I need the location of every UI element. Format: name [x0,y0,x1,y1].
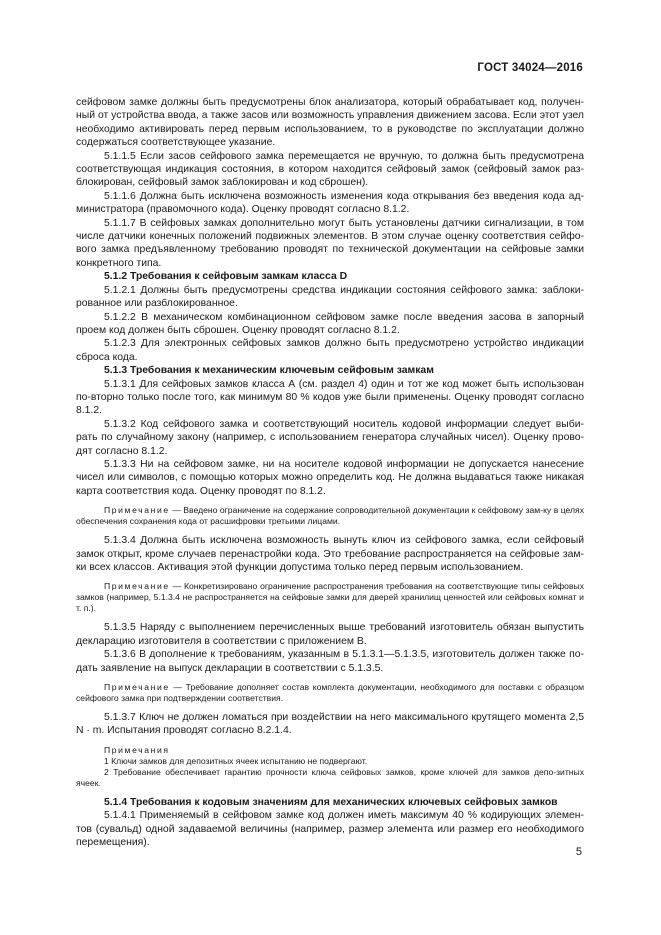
paragraph-5-1-3-1: 5.1.3.1 Для сейфовых замков класса А (см. раздел 4) один и тот же код может быть использован по-вторно только после того, как минимум 80 % кодов уже были применены. Оценку проводят согласно 8.1.2. [76,378,584,417]
paragraph-5-1-3-4: 5.1.3.4 Должна быть исключена возможность вынуть ключ из сейфового замка, если сейфовый замок открыт, кроме случаев перенастройки кода. Это требование распространяется на сейфовые зам-ки всех классов. Активация этой функции допустима только перед первым использованием. [76,535,584,573]
paragraph-5-1-3-7: 5.1.3.7 Ключ не должен ломаться при воздействии на него максимального крутящего момента 2,5 N · m. Испытания проводят согласно 8.2.1.4. [76,712,584,737]
notes-block [76,745,584,789]
section-heading-5-1-2: 5.1.2 Требования к сейфовым замкам класса D [104,271,348,283]
paragraph-5-1-1-7: 5.1.1.7 В сейфовых замках дополнительно могут быть установлены датчики сигнализации, в том числе датчики конечных положений подвижных элементов. В этом случае оценку соответствия сейфо-вого замка предъявленному требованию проводят по технической документации на сейфовые замки конкретного типа. [76,217,584,269]
paragraph-5-1-3-2: 5.1.3.2 Код сейфового замка и соответствующий носитель кодовой информации следует выби-рать по случайному закону (например, с использованием генератора случайных чисел). Оценку прово-дят согласно 8.1.2. [76,418,584,457]
paragraph-5-1-3-5: 5.1.3.5 Наряду с выполнением перечисленных выше требований изготовитель обязан выпустить декларацию изготовителя в соответствии с приложением В. [76,622,584,647]
note-1 [76,505,584,527]
notes-heading [76,745,584,756]
paragraph-5-1-1-6: 5.1.1.6 Должна быть исключена возможность изменения кода открывания без введения кода ад-министратора (правомочного кода). Оценку проводят согласно 8.1.2. [76,190,584,216]
note-label: Примечание [104,682,170,693]
section-heading-5-1-4: 5.1.4 Требования к кодовым значениям для механических ключевых сейфовых замков [104,796,558,808]
paragraph-5-1-2-1: 5.1.2.1 Должны быть предусмотрены средства индикации состояния сейфового замка: заблоки-рованное или разблокированное. [76,284,584,310]
note-label: Примечание [104,581,170,592]
note-3 [76,682,584,704]
paragraph-5-1-1-5: 5.1.1.5 Если засов сейфового замка перемещается не вручную, то должна быть предусмотрена соответствующая индикация состояния, в котором находится сейфовый замок (сейфовый замок раз-блокирован, сейфовый замок заблокирован и код сброшен). [76,150,584,189]
paragraph-5-1-4-1: 5.1.4.1 Применяемый в сейфовом замке код должен иметь максимум 40 % кодирующих элемен-тов (сувальд) одной задаваемой величины (например, размер элемента или размер его необходимого перемещения). [76,810,584,849]
note-label: Примечание [104,505,170,516]
section-heading-5-1-3: 5.1.3 Требования к механическим ключевым сейфовым замкам [104,365,434,377]
notes-plural-label: Примечания [104,744,170,755]
paragraph: сейфовом замке должны быть предусмотрены блок анализатора, который обрабатывает код, получен-ный от устройства ввода, а также засов или возможность управления движением засова. Если этот узел необходимо активировать перед первым использованием, то в руководстве по эксплуатации должно содержаться соответствующее указание. [76,97,584,149]
paragraph-5-1-2-2: 5.1.2.2 В механическом комбинационном сейфовом замке после введения засова в запорный проем код должен быть сброшен. Оценку проводят согласно 8.1.2. [76,311,584,336]
paragraph-5-1-3-6: 5.1.3.6 В дополнение к требованиям, указанным в 5.1.3.1—5.1.3.5, изготовитель должен также по-дать заявление на выпуск декларации в соответствии с 5.1.3.5. [76,649,584,674]
note-text: — Конкретизировано ограничение распространения требования на соответствующие типы сейфовых замков (например, 5.1.3.4 не распространяется на сейфовые замки для дверей хранилищ ценностей или сейфовых комнат и т. п.). [76,581,585,614]
note-item-2: 2 Требование обеспечивает гарантию прочности ключа сейфовых замков, кроме ключей для замков депо-зитных ячеек. [76,766,584,788]
document-code: ГОСТ 34024—2016 [477,62,583,74]
page-number: 5 [575,846,582,858]
note-text: — Требование дополняет состав комплекта документации, необходимого для поставки с образцом сейфового замка при подтверждении соответствия. [76,682,584,704]
paragraph-5-1-3-3: 5.1.3.3 Ни на сейфовом замке, ни на носителе кодовой информации не допускается нанесение чисел или символов, с помощью которых можно определить код. Не должна выдаваться также никакая карта соответствия кода. Оценку проводят по 8.1.2. [76,458,584,497]
note-item-1: 1 Ключи замков для депозитных ячеек испытанию не подвергают. [104,755,368,766]
paragraph-5-1-2-3: 5.1.2.3 Для электронных сейфовых замков должно быть предусмотрено устройство индикации сброса кода. [76,338,584,363]
note-text: — Введено ограничение на содержание сопроводительной документации к сейфовому зам-ку в целях обеспечения сохранения кода от расшифровки третьими лицами. [76,505,585,527]
document-body [76,96,584,849]
note-2 [76,581,584,614]
